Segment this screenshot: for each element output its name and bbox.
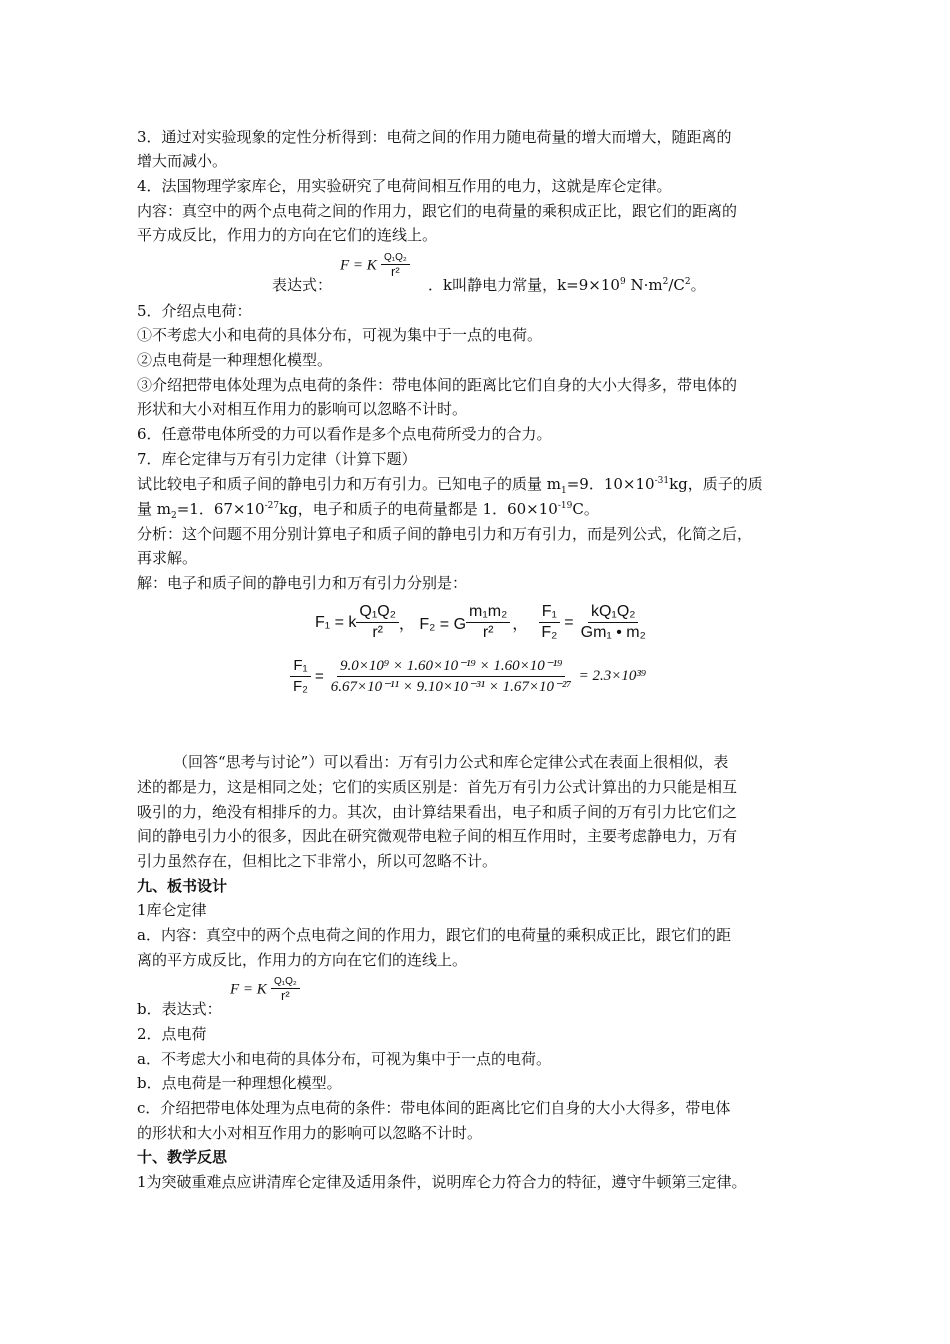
formula-lhs: F = K — [340, 257, 377, 274]
exponent: -19 — [557, 501, 573, 511]
text-line: 形状和大小对相互作用力的影响可以忽略不计时。 — [137, 400, 468, 418]
f2-lhs: ， F₂ = G — [398, 616, 467, 633]
text-line: ①不考虑大小和电荷的具体分布，可视为集中于一点的电荷。 — [137, 326, 543, 344]
f2-denominator: r² — [482, 624, 494, 641]
f1-fraction — [356, 602, 399, 643]
f2-fraction — [466, 602, 510, 643]
calc-lhs-numerator: F₁ — [290, 656, 310, 677]
text-line: 吸引的力，绝没有相排斥的力。其次，由计算结果看出，电子和质子间的万有引力比它们之 — [137, 803, 738, 821]
formula-lhs: F = K — [230, 981, 267, 998]
text-line: 6．任意带电体所受的力可以看作是多个点电荷所受力的合力。 — [137, 425, 552, 443]
text-line: 2．点电荷 — [137, 1025, 207, 1043]
expression-label: 表达式： — [272, 276, 333, 294]
f1-numerator: Q₁Q₂ — [356, 602, 399, 623]
text-line: 平方成反比，作用力的方向在它们的连线上。 — [137, 226, 438, 244]
text-line — [137, 472, 763, 496]
text-line: 再求解。 — [137, 549, 198, 567]
calc-denominator: 6.67×10⁻¹¹ × 9.10×10⁻³¹ × 1.67×10⁻²⁷ — [330, 679, 572, 695]
text-line — [137, 497, 599, 521]
equals-sign: = — [564, 613, 574, 631]
text-span: =1．67×10 — [176, 500, 265, 518]
force-formulas — [315, 602, 649, 643]
ratio-denominator: F₂ — [541, 624, 558, 641]
text-line: 内容：真空中的两个点电荷之间的作用力，跟它们的电荷量的乘积成正比，跟它们的距离的 — [137, 202, 738, 220]
text-span: kg，电子和质子的电荷量都是 1．60×10 — [279, 500, 558, 518]
text-line: 的形状和大小对相互作用力的影响可以忽略不计时。 — [137, 1124, 483, 1142]
text-line: 1库仑定律 — [137, 901, 207, 919]
exponent: -27 — [264, 501, 280, 511]
text-line: ③介绍把带电体处理为点电荷的条件：带电体间的距离比它们自身的大小大得多，带电体的 — [137, 376, 738, 394]
unit-text: /C — [668, 276, 685, 294]
text-line: 间的静电引力小的很多，因此在研究微观带电粒子间的相互作用时，主要考虑静电力，万有 — [137, 827, 738, 845]
text-line: a．内容：真空中的两个点电荷之间的作用力，跟它们的电荷量的乘积成正比，跟它们的距 — [137, 926, 731, 944]
subscript: 2 — [171, 511, 177, 521]
formula-fraction — [381, 252, 410, 279]
text-line: 7．库仑定律与万有引力定律（计算下题） — [137, 450, 417, 468]
ratio-numerator: F₁ — [539, 602, 560, 623]
exponent: -31 — [654, 476, 670, 486]
text-line: 1为突破重难点应讲清库仑定律及适用条件，说明库仑力符合力的特征，遵守牛顿第三定律。 — [137, 1173, 747, 1191]
ratio-rhs-numerator: kQ₁Q₂ — [588, 602, 639, 623]
calc-lhs-denominator: F₂ — [293, 678, 308, 695]
f1-denominator: r² — [372, 624, 383, 641]
exponent: 2 — [662, 277, 669, 287]
text-line: b．点电荷是一种理想化模型。 — [137, 1074, 342, 1092]
text-span: 试比较电子和质子间的静电引力和万有引力。已知电子的质量 m — [137, 475, 561, 493]
formula-denominator: r² — [391, 264, 400, 279]
unit-text: N·m — [625, 276, 663, 294]
ratio-rhs-denominator: Gm₁ • m₂ — [580, 624, 646, 641]
formula-numerator: Q₁Q₂ — [381, 252, 410, 265]
formula-denominator: r² — [281, 988, 290, 1003]
text-span: 量 m — [137, 500, 171, 518]
text-span: =9．10×10 — [566, 475, 655, 493]
comma: ， — [512, 616, 529, 633]
text-line: c．介绍把带电体处理为点电荷的条件：带电体间的距离比它们自身的大小大得多，带电体 — [137, 1099, 731, 1117]
calc-lhs-fraction — [290, 656, 311, 697]
text-line: 解：电子和质子间的静电引力和万有引力分别是： — [137, 574, 468, 592]
section-heading: 十、教学反思 — [137, 1148, 228, 1166]
text-line: 引力虽然存在，但相比之下非常小，所以可忽略不计。 — [137, 852, 498, 870]
text-line: 4．法国物理学家库仑，用实验研究了电荷间相互作用的电力，这就是库仑定律。 — [137, 177, 672, 195]
text-line: 5．介绍点电荷： — [137, 302, 252, 320]
text-line: 述的都是力，这是相同之处；它们的实质区别是：首先万有引力公式计算出的力只能是相互 — [137, 778, 738, 796]
text-line: ②点电荷是一种理想化模型。 — [137, 351, 333, 369]
text-line: 增大而减小。 — [137, 152, 228, 170]
subscript: 1 — [561, 486, 567, 496]
text-line — [428, 273, 706, 297]
f2-numerator: m₁m₂ — [466, 602, 510, 623]
formula-fraction — [271, 976, 300, 1003]
text-line — [272, 273, 332, 297]
text-line: （回答“思考与讨论”）可以看出：万有引力公式和库仑定律公式在表面上很相似，表 — [173, 753, 729, 771]
equals-sign: = — [315, 668, 324, 685]
coulomb-formula-board — [230, 976, 300, 1003]
text-line: b．表达式： — [137, 1000, 222, 1018]
punctuation: 。 — [690, 276, 706, 294]
constant-text: ．k叫静电力常量，k=9×10 — [428, 276, 620, 294]
calc-numerator: 9.0×10⁹ × 1.60×10⁻¹⁹ × 1.60×10⁻¹⁹ — [337, 656, 565, 677]
ratio-rhs-fraction — [578, 602, 649, 643]
text-line: 离的平方成反比，作用力的方向在它们的连线上。 — [137, 951, 468, 969]
ratio-calculation — [290, 656, 646, 697]
text-span: C。 — [572, 500, 599, 518]
calc-result: = 2.3×10³⁹ — [578, 668, 647, 684]
exponent: 9 — [619, 277, 626, 287]
ratio-lhs-fraction — [538, 602, 560, 643]
formula-numerator: Q₁Q₂ — [271, 976, 300, 989]
text-line: 3．通过对实验现象的定性分析得到：电荷之间的作用力随电荷量的增大而增大，随距离的 — [137, 128, 732, 146]
coulomb-formula — [340, 252, 410, 279]
text-line: a．不考虑大小和电荷的具体分布，可视为集中于一点的电荷。 — [137, 1050, 551, 1068]
f1-lhs: F₁ = k — [315, 613, 357, 631]
text-line: 分析：这个问题不用分别计算电子和质子间的静电引力和万有引力，而是列公式，化简之后， — [137, 525, 753, 543]
text-span: kg，质子的质 — [669, 475, 763, 493]
section-heading: 九、板书设计 — [137, 877, 228, 895]
calc-fraction — [328, 656, 575, 697]
exponent: 2 — [684, 277, 691, 287]
